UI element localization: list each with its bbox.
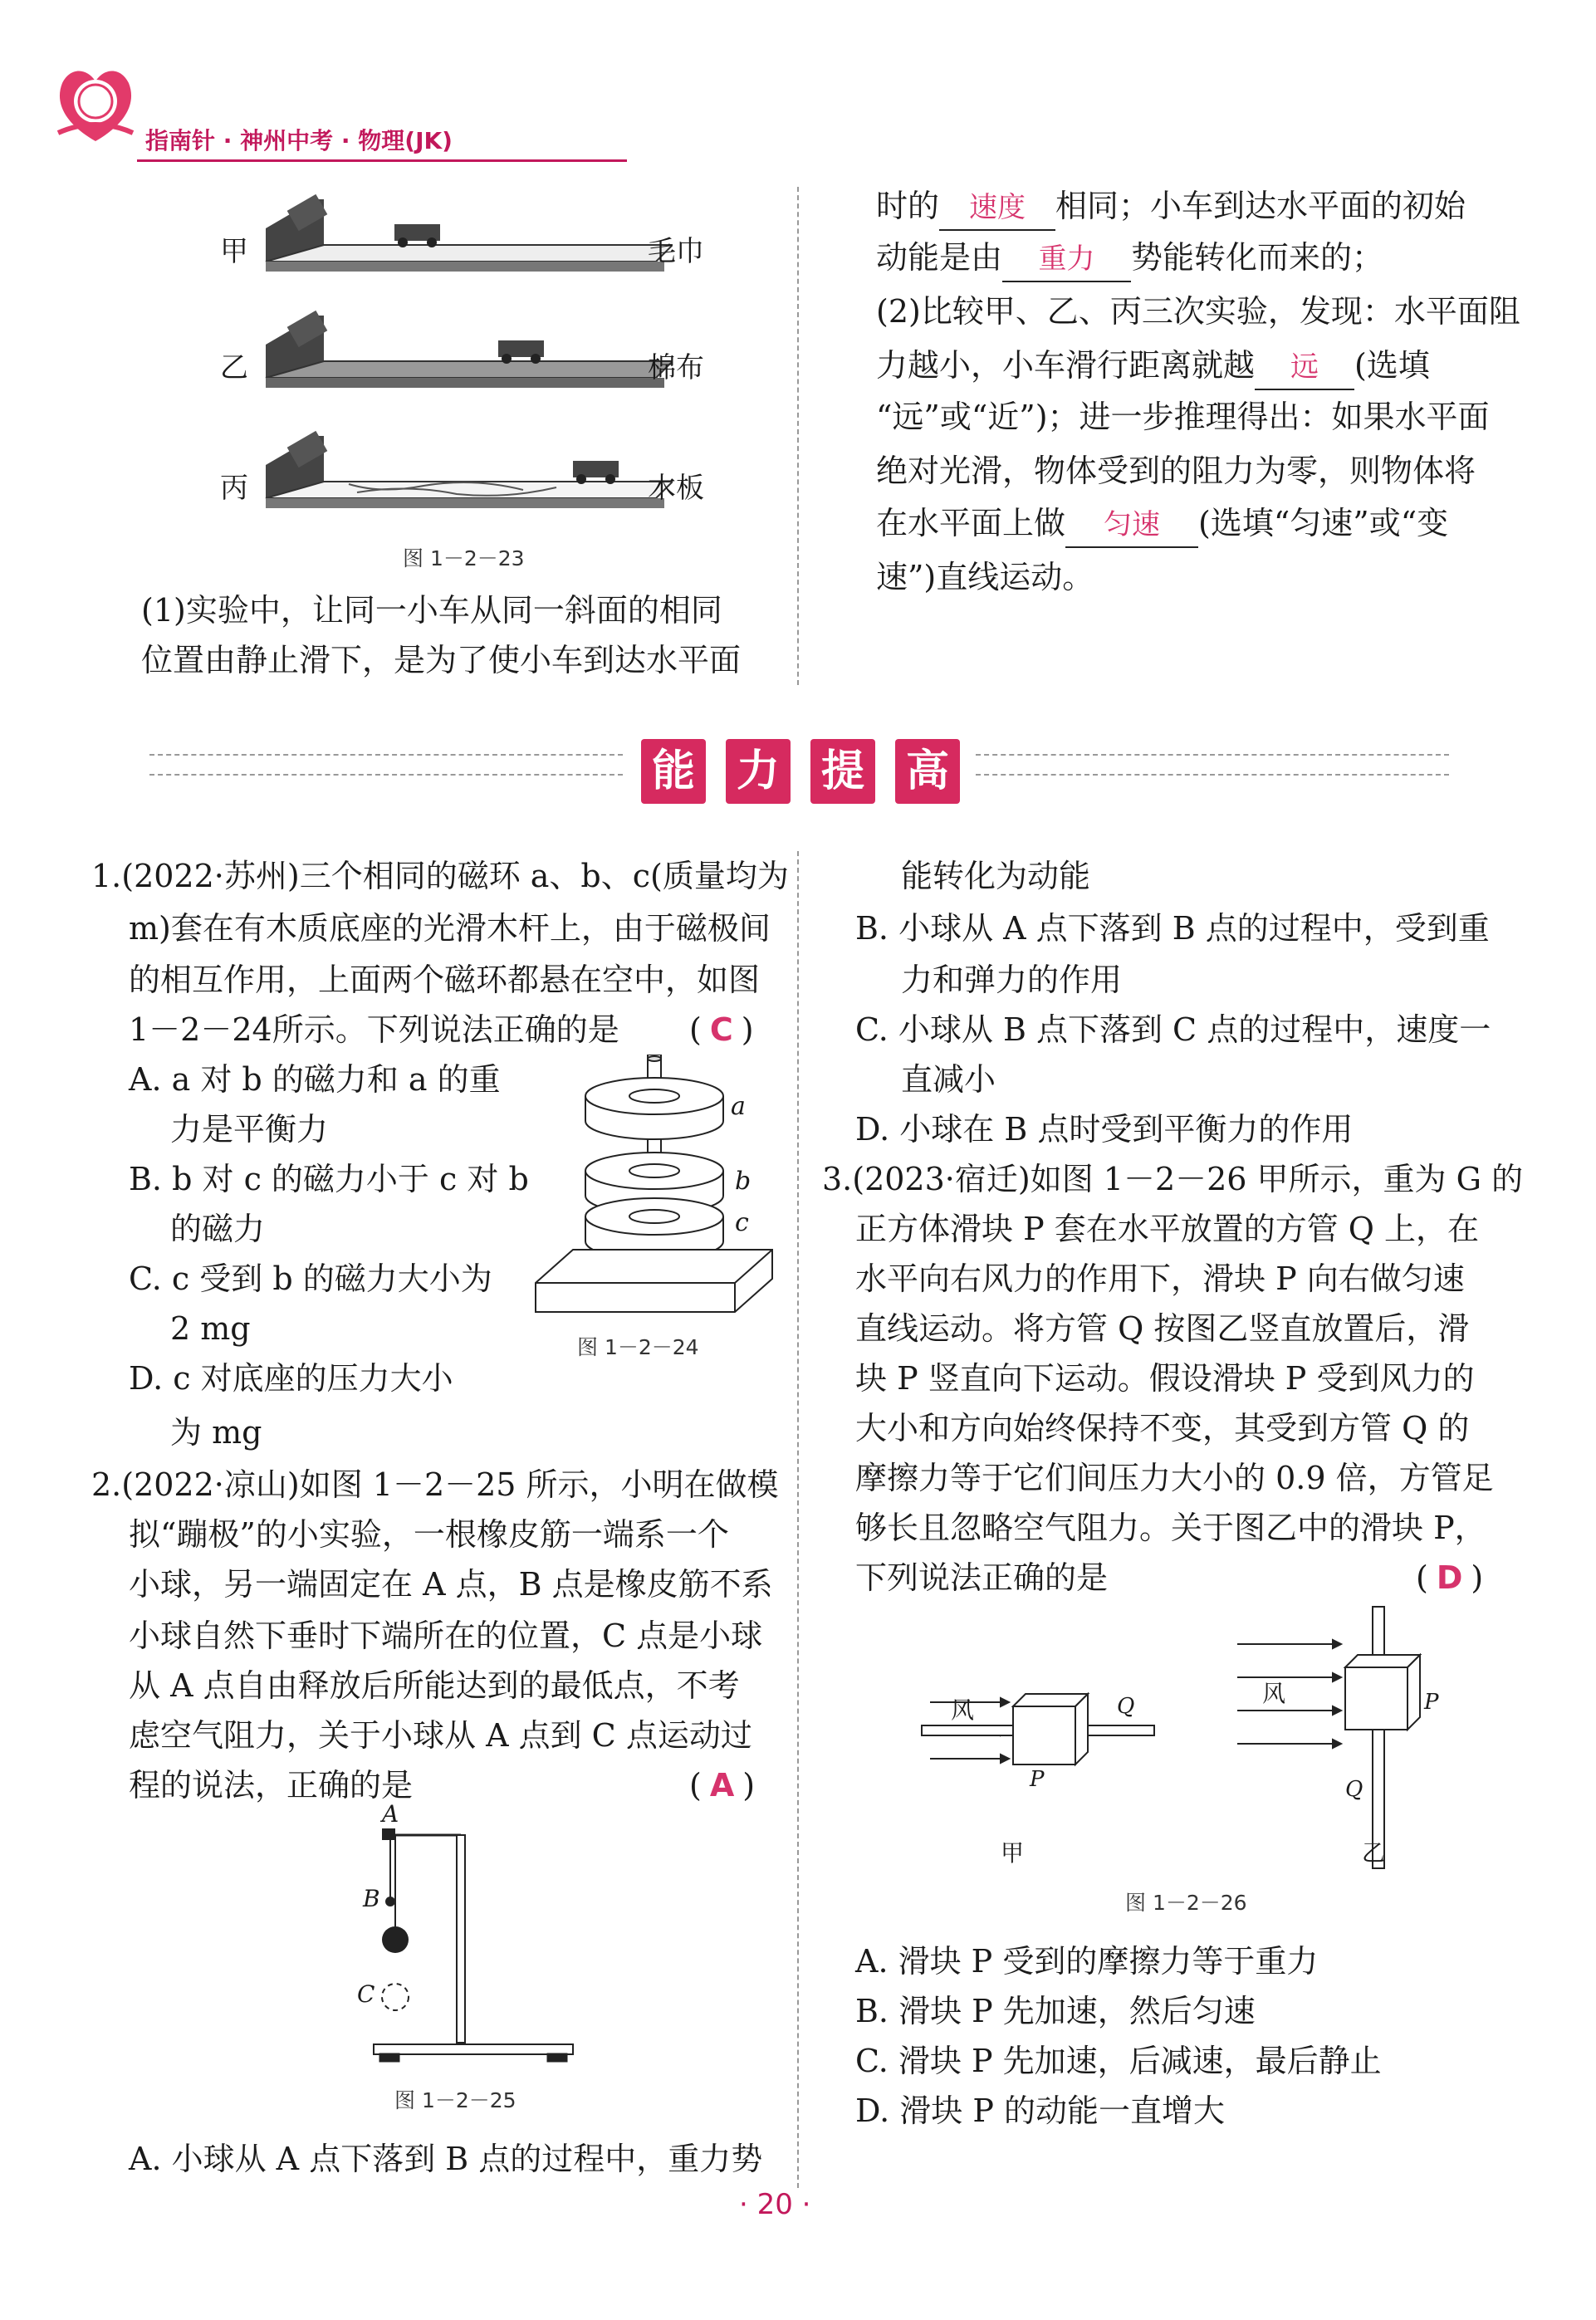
q2-option-b-1: B. 小球从 A 点下落到 B 点的过程中，受到重 <box>855 910 1490 947</box>
fig23-row-label-3: 丙 <box>220 472 248 505</box>
fig26-q-label-yi: Q <box>1345 1777 1363 1802</box>
q3-line-7: 摩擦力等于它们间压力大小的 0.9 倍，方管足 <box>855 1460 1494 1496</box>
fig24-label-b: b <box>735 1167 751 1196</box>
fig26-p-label-yi: P <box>1424 1690 1439 1715</box>
q1-line-4: 1－2－24所示。下列说法正确的是 <box>129 1011 619 1048</box>
section-char-3: 提 <box>810 739 875 804</box>
q2-line-4: 小球自然下垂时下端所在的位置，C 点是小球 <box>129 1618 763 1654</box>
fig26-wind-label-yi: 风 <box>1262 1680 1286 1707</box>
section-char-1: 能 <box>641 739 706 804</box>
fig23-surface-2: 棉布 <box>648 351 704 384</box>
intro-r3: (2)比较甲、乙、丙三次实验，发现：水平面阻 <box>876 293 1520 330</box>
q2-option-a-1: A. 小球从 A 点下落到 B 点的过程中，重力势 <box>129 2141 763 2177</box>
header-brand: 指南针 · 神州中考 · 物理(JK) <box>145 127 453 154</box>
intro-r2-pre: 动能是由 <box>876 239 1003 276</box>
column-divider-top <box>797 187 799 685</box>
q2-line-1: 2.(2022·凉山)如图 1－2－25 所示，小明在做模 <box>91 1466 779 1503</box>
figure-1-2-23 <box>208 183 747 573</box>
section-title <box>631 739 970 804</box>
fig25-caption: 图 1－2－25 <box>394 2088 516 2112</box>
q2-option-b-2: 力和弹力的作用 <box>901 962 1123 998</box>
intro-r2 <box>876 232 1383 282</box>
q3-line-1: 3.(2023·宿迁)如图 1－2－26 甲所示，重为 G 的 <box>822 1161 1524 1197</box>
column-divider-main <box>797 851 799 2188</box>
intro-r1-post: 相同；小车到达水平面的初始 <box>1055 188 1466 224</box>
fig23-caption: 图 1－2－23 <box>403 546 525 570</box>
fill-blank-gravity: 重力 <box>1002 237 1131 282</box>
q1-answer: ( C ) <box>689 1011 754 1048</box>
intro-p1-line2: 位置由静止滑下，是为了使小车到达水平面 <box>141 642 742 678</box>
q2-line-5: 从 A 点自由释放后所能达到的最低点，不考 <box>129 1667 740 1704</box>
page-number: · 20 · <box>739 2188 811 2221</box>
q2-option-c-2: 直减小 <box>901 1061 996 1098</box>
q3-line-5: 块 P 竖直向下运动。假设滑块 P 受到风力的 <box>855 1360 1475 1397</box>
q3-option-a: A. 滑块 P 受到的摩擦力等于重力 <box>855 1943 1319 1980</box>
intro-p1-line1: (1)实验中，让同一小车从同一斜面的相同 <box>141 592 722 629</box>
intro-r5: “远”或“近”)；进一步推理得出：如果水平面 <box>876 399 1490 435</box>
q1-line-3: 的相互作用，上面两个磁环都悬在空中，如图 <box>129 962 761 998</box>
fig23-row-label-1: 甲 <box>220 235 248 268</box>
q3-answer: ( D ) <box>1416 1559 1484 1596</box>
fig26-p-label-jia: P <box>1030 1767 1045 1792</box>
intro-r6: 绝对光滑，物体受到的阻力为零，则物体将 <box>876 453 1476 489</box>
fig24-label-a: a <box>731 1092 746 1121</box>
intro-r4 <box>876 340 1430 390</box>
figure-1-2-24 <box>531 1055 781 1362</box>
fig26-q-label-jia: Q <box>1117 1694 1135 1719</box>
q2-line-2: 拟“蹦极”的小实验，一根橡皮筋一端系一个 <box>129 1516 729 1553</box>
fig26-jia-label: 甲 <box>1001 1839 1025 1867</box>
q2-option-d: D. 小球在 B 点时受到平衡力的作用 <box>855 1111 1354 1148</box>
fill-blank-speed: 速度 <box>939 186 1055 231</box>
q3-line-2: 正方体滑块 P 套在水平放置的方管 Q 上，在 <box>855 1211 1480 1247</box>
header-rule <box>137 159 627 162</box>
q2-option-a-2: 能转化为动能 <box>901 858 1091 894</box>
q1-line-1: 1.(2022·苏州)三个相同的磁环 a、b、c(质量均为 <box>91 858 789 894</box>
bungee-model-diagram <box>332 1810 598 2076</box>
intro-r7 <box>876 498 1448 548</box>
fig24-caption: 图 1－2－24 <box>577 1335 699 1359</box>
fig23-surface-3: 木板 <box>648 472 704 505</box>
q1-option-a-1: A. a 对 b 的磁力和 a 的重 <box>129 1061 501 1098</box>
intro-r4-pre: 力越小，小车滑行距离就越 <box>876 347 1256 384</box>
q2-option-c-1: C. 小球从 B 点下落到 C 点的过程中，速度一 <box>855 1011 1491 1048</box>
section-char-4: 高 <box>895 739 960 804</box>
q1-line-2: m)套在有木质底座的光滑木杆上，由于磁极间 <box>129 910 771 947</box>
fig26-yi-label: 乙 <box>1362 1839 1386 1867</box>
q3-option-c: C. 滑块 P 先加速，后减速，最后静止 <box>855 2043 1382 2079</box>
fill-blank-far: 远 <box>1255 345 1354 390</box>
q1-option-d-2: 为 mg <box>170 1414 262 1451</box>
q1-option-a-2: 力是平衡力 <box>170 1111 329 1148</box>
q3-option-b: B. 滑块 P 先加速，然后匀速 <box>855 1993 1256 2029</box>
header <box>50 58 581 166</box>
section-banner <box>149 739 1445 818</box>
q2-line-3: 小球，另一端固定在 A 点，B 点是橡皮筋不系 <box>129 1566 773 1603</box>
fig24-label-c: c <box>735 1208 749 1237</box>
banner-rule-right <box>976 754 1449 776</box>
intro-r7-pre: 在水平面上做 <box>876 505 1066 541</box>
q1-option-b-1: B. b 对 c 的磁力小于 c 对 b <box>129 1161 529 1197</box>
fig26-wind-label-jia: 风 <box>951 1696 975 1724</box>
q3-line-9: 下列说法正确的是 <box>855 1559 1109 1596</box>
intro-r2-post: 势能转化而来的； <box>1131 239 1384 276</box>
banner-rule-left <box>149 754 623 776</box>
q2-line-6: 虑空气阻力，关于小球从 A 点到 C 点运动过 <box>129 1717 752 1754</box>
intro-r7-post: (选填“匀速”或“变 <box>1198 505 1449 541</box>
q2-answer: ( A ) <box>689 1767 756 1804</box>
figure-1-2-26 <box>913 1594 1495 1926</box>
logo-icon <box>50 58 141 149</box>
q3-option-d: D. 滑块 P 的动能一直增大 <box>855 2092 1225 2129</box>
q1-option-c-1: C. c 受到 b 的磁力大小为 <box>129 1260 492 1297</box>
q3-line-4: 直线运动。将方管 Q 按图乙竖直放置后，滑 <box>855 1310 1470 1347</box>
figure-1-2-25 <box>332 1800 598 2117</box>
fig25-label-B: B <box>363 1885 380 1912</box>
intro-r1-pre: 时的 <box>876 188 940 224</box>
q3-line-8: 够长且忽略空气阻力。关于图乙中的滑块 P， <box>855 1510 1486 1546</box>
intro-r8: 速”)直线运动。 <box>876 559 1094 595</box>
section-char-2: 力 <box>726 739 791 804</box>
fig26-caption: 图 1－2－26 <box>1125 1891 1247 1915</box>
q2-line-7: 程的说法，正确的是 <box>129 1767 414 1804</box>
q1-option-c-2: 2 mg <box>170 1310 251 1347</box>
fig25-label-C: C <box>357 1980 375 2008</box>
q3-line-3: 水平向右风力的作用下，滑块 P 向右做匀速 <box>855 1260 1465 1297</box>
q3-line-6: 大小和方向始终保持不变，其受到方管 Q 的 <box>855 1410 1470 1446</box>
q1-option-b-2: 的磁力 <box>170 1211 266 1247</box>
q1-option-d-1: D. c 对底座的压力大小 <box>129 1360 453 1397</box>
intro-r4-post: (选填 <box>1354 347 1430 384</box>
intro-r1 <box>876 181 1466 231</box>
fill-blank-uniform: 匀速 <box>1065 503 1198 548</box>
q2-answer-value: A <box>709 1767 735 1804</box>
fig23-row-label-2: 乙 <box>220 351 248 384</box>
fig25-label-A: A <box>382 1800 399 1828</box>
ramp-experiment-diagram <box>257 183 673 531</box>
fig23-surface-1: 毛巾 <box>648 235 704 268</box>
q3-answer-value: D <box>1436 1559 1463 1596</box>
q1-answer-value: C <box>709 1011 733 1048</box>
